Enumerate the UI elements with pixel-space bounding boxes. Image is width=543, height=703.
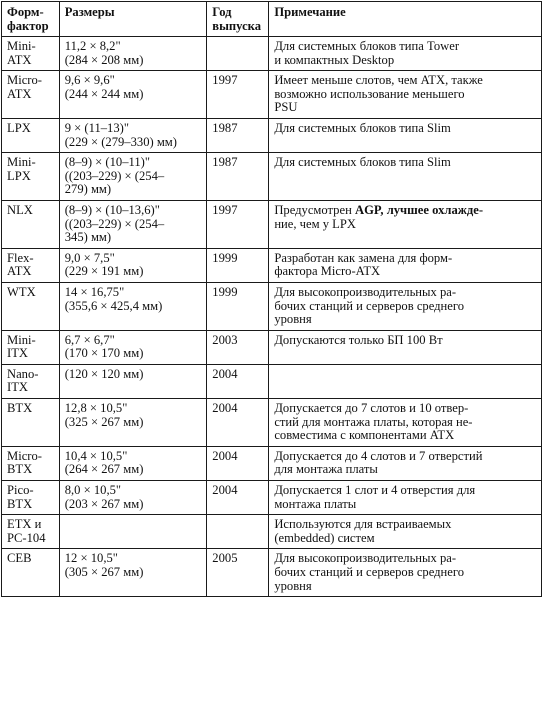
cell-note [269,248,542,282]
year-text: 2004 [212,401,238,416]
dimensions-text: 9 × (11–13)" (229 × (279–330) мм) [64,120,177,149]
cell-note [269,330,542,364]
dimensions-text: (8–9) × (10–11)" ((203–229) × (254– 279) мм) [64,155,165,197]
cell-form-factor [2,282,60,330]
header-form-factor [2,2,60,37]
dimensions-text: 14 × 16,75" (355,6 × 425,4 мм) [64,284,163,313]
cell-note [269,364,542,398]
cell-note [269,549,542,597]
cell-note [269,118,542,152]
year-text: 1997 [212,73,238,88]
cell-form-factor [2,153,60,201]
dimensions-text: (8–9) × (10–13,6)" ((203–229) × (254– 345) мм) [64,202,165,245]
table-row [2,118,542,152]
cell-note [269,200,542,248]
cell-dimensions [59,118,207,152]
form-factor-text: CEB [7,551,32,566]
cell-form-factor [2,549,60,597]
table-header-row [2,2,542,37]
form-factor-text: Micro- BTX [7,448,42,477]
cell-form-factor [2,515,60,549]
form-factor-text: NLX [7,202,33,217]
note-text: Для системных блоков типа Tower и компактных Desktop [274,39,460,67]
year-text: 2005 [212,551,238,566]
table-row [2,515,542,549]
dimensions-text: 8,0 × 10,5" (203 × 267 мм) [64,483,144,511]
cell-dimensions [59,515,207,549]
cell-dimensions [59,364,207,398]
table-row [2,399,542,447]
cell-year [207,515,269,549]
cell-note [269,515,542,549]
dimensions-text: (120 × 120 мм) [64,366,144,381]
cell-form-factor [2,71,60,119]
cell-dimensions [59,153,207,201]
cell-dimensions [59,37,207,71]
cell-year [207,446,269,480]
cell-dimensions [59,446,207,480]
note-text: Имеет меньше слотов, чем ATX, также возможно использование меньшего PSU [274,73,483,115]
table-row [2,248,542,282]
dimensions-text: 10,4 × 10,5" (264 × 267 мм) [64,448,144,477]
cell-form-factor [2,446,60,480]
dimensions-text: 6,7 × 6,7" (170 × 170 мм) [64,332,144,361]
year-text: 2003 [212,332,238,347]
form-factor-text: Flex- ATX [7,250,34,279]
header-note [269,2,542,37]
dimensions-text: 9,0 × 7,5" (229 × 191 мм) [64,250,144,279]
table-row [2,200,542,248]
cell-note [269,399,542,447]
header-dimensions-text: Размеры [64,5,115,19]
cell-dimensions [59,282,207,330]
table-row [2,364,542,398]
form-factor-text: Mini- ATX [7,39,36,67]
form-factor-text: ETX и PC-104 [7,517,46,545]
form-factor-table [1,1,542,597]
table-row [2,446,542,480]
header-form-factor-text: Форм- фактор [7,5,49,33]
cell-form-factor [2,330,60,364]
cell-form-factor [2,364,60,398]
cell-year [207,481,269,515]
year-text: 2004 [212,483,238,498]
cell-year [207,200,269,248]
table-row [2,481,542,515]
cell-note [269,153,542,201]
cell-form-factor [2,37,60,71]
cell-dimensions [59,200,207,248]
year-text: 1987 [212,155,238,170]
cell-form-factor [2,200,60,248]
form-factor-text: Micro- ATX [7,73,42,101]
cell-note [269,446,542,480]
cell-year [207,364,269,398]
form-factor-text: LPX [7,120,31,135]
cell-note [269,71,542,119]
cell-dimensions [59,481,207,515]
header-year [207,2,269,37]
cell-year [207,37,269,71]
note-text: Для системных блоков типа Slim [274,155,451,170]
cell-dimensions [59,330,207,364]
cell-dimensions [59,549,207,597]
cell-note [269,481,542,515]
form-factor-text: WTX [7,284,36,299]
table-row [2,153,542,201]
cell-year [207,282,269,330]
cell-year [207,153,269,201]
note-text: Допускается до 4 слотов и 7 отверстий для монтажа платы [274,448,483,477]
note-text: Для высокопроизводительных ра- бочих станций и серверов среднего уровня [274,551,465,593]
cell-year [207,399,269,447]
cell-year [207,71,269,119]
cell-year [207,330,269,364]
cell-note [269,282,542,330]
cell-form-factor [2,118,60,152]
form-factor-text: Mini- ITX [7,332,36,361]
header-year-text: Год выпуска [212,5,262,33]
cell-dimensions [59,399,207,447]
year-text: 2004 [212,366,238,381]
cell-form-factor [2,481,60,515]
cell-note [269,37,542,71]
cell-form-factor [2,248,60,282]
form-factor-text: Pico- BTX [7,483,34,511]
year-text: 1999 [212,250,238,265]
header-dimensions [59,2,207,37]
note-text: Допускаются только БП 100 Вт [274,332,443,347]
cell-dimensions [59,248,207,282]
year-text: 1999 [212,284,238,299]
table-row [2,330,542,364]
cell-year [207,248,269,282]
cell-dimensions [59,71,207,119]
table-row [2,71,542,119]
table-row [2,37,542,71]
cell-form-factor [2,399,60,447]
note-text: Для высокопроизводительных ра- бочих станций и серверов среднего уровня [274,284,465,327]
dimensions-text: 9,6 × 9,6" (244 × 244 мм) [64,73,144,101]
note-text: Допускается 1 слот и 4 отверстия для монтажа платы [274,483,476,511]
note-bold: AGP, лучшее охлажде- [354,202,484,217]
note-text: Используются для встраиваемых (embedded) систем [274,517,452,545]
year-text: 2004 [212,448,238,463]
note-text [274,204,537,231]
dimensions-text: 12 × 10,5" (305 × 267 мм) [64,551,144,579]
table-row [2,549,542,597]
year-text: 1997 [212,202,238,217]
note-prefix: Предусмотрен [274,202,355,217]
form-factor-text: BTX [7,401,33,416]
note-text: Для системных блоков типа Slim [274,120,451,135]
cell-year [207,549,269,597]
form-factor-text: Mini- LPX [7,155,36,183]
cell-year [207,118,269,152]
year-text: 1987 [212,120,238,135]
header-note-text: Примечание [274,5,346,19]
form-factor-text: Nano- ITX [7,366,39,395]
table-row [2,282,542,330]
note-text: Допускается до 7 слотов и 10 отвер- стий для монтажа платы, которая не- совместима с компонентами ATX [274,401,473,443]
dimensions-text: 11,2 × 8,2" (284 × 208 мм) [64,39,144,67]
note-text: Разработан как замена для форм- фактора Micro-ATX [274,250,453,279]
note-suffix: ние, чем у LPX [274,216,356,231]
dimensions-text: 12,8 × 10,5" (325 × 267 мм) [64,401,144,429]
